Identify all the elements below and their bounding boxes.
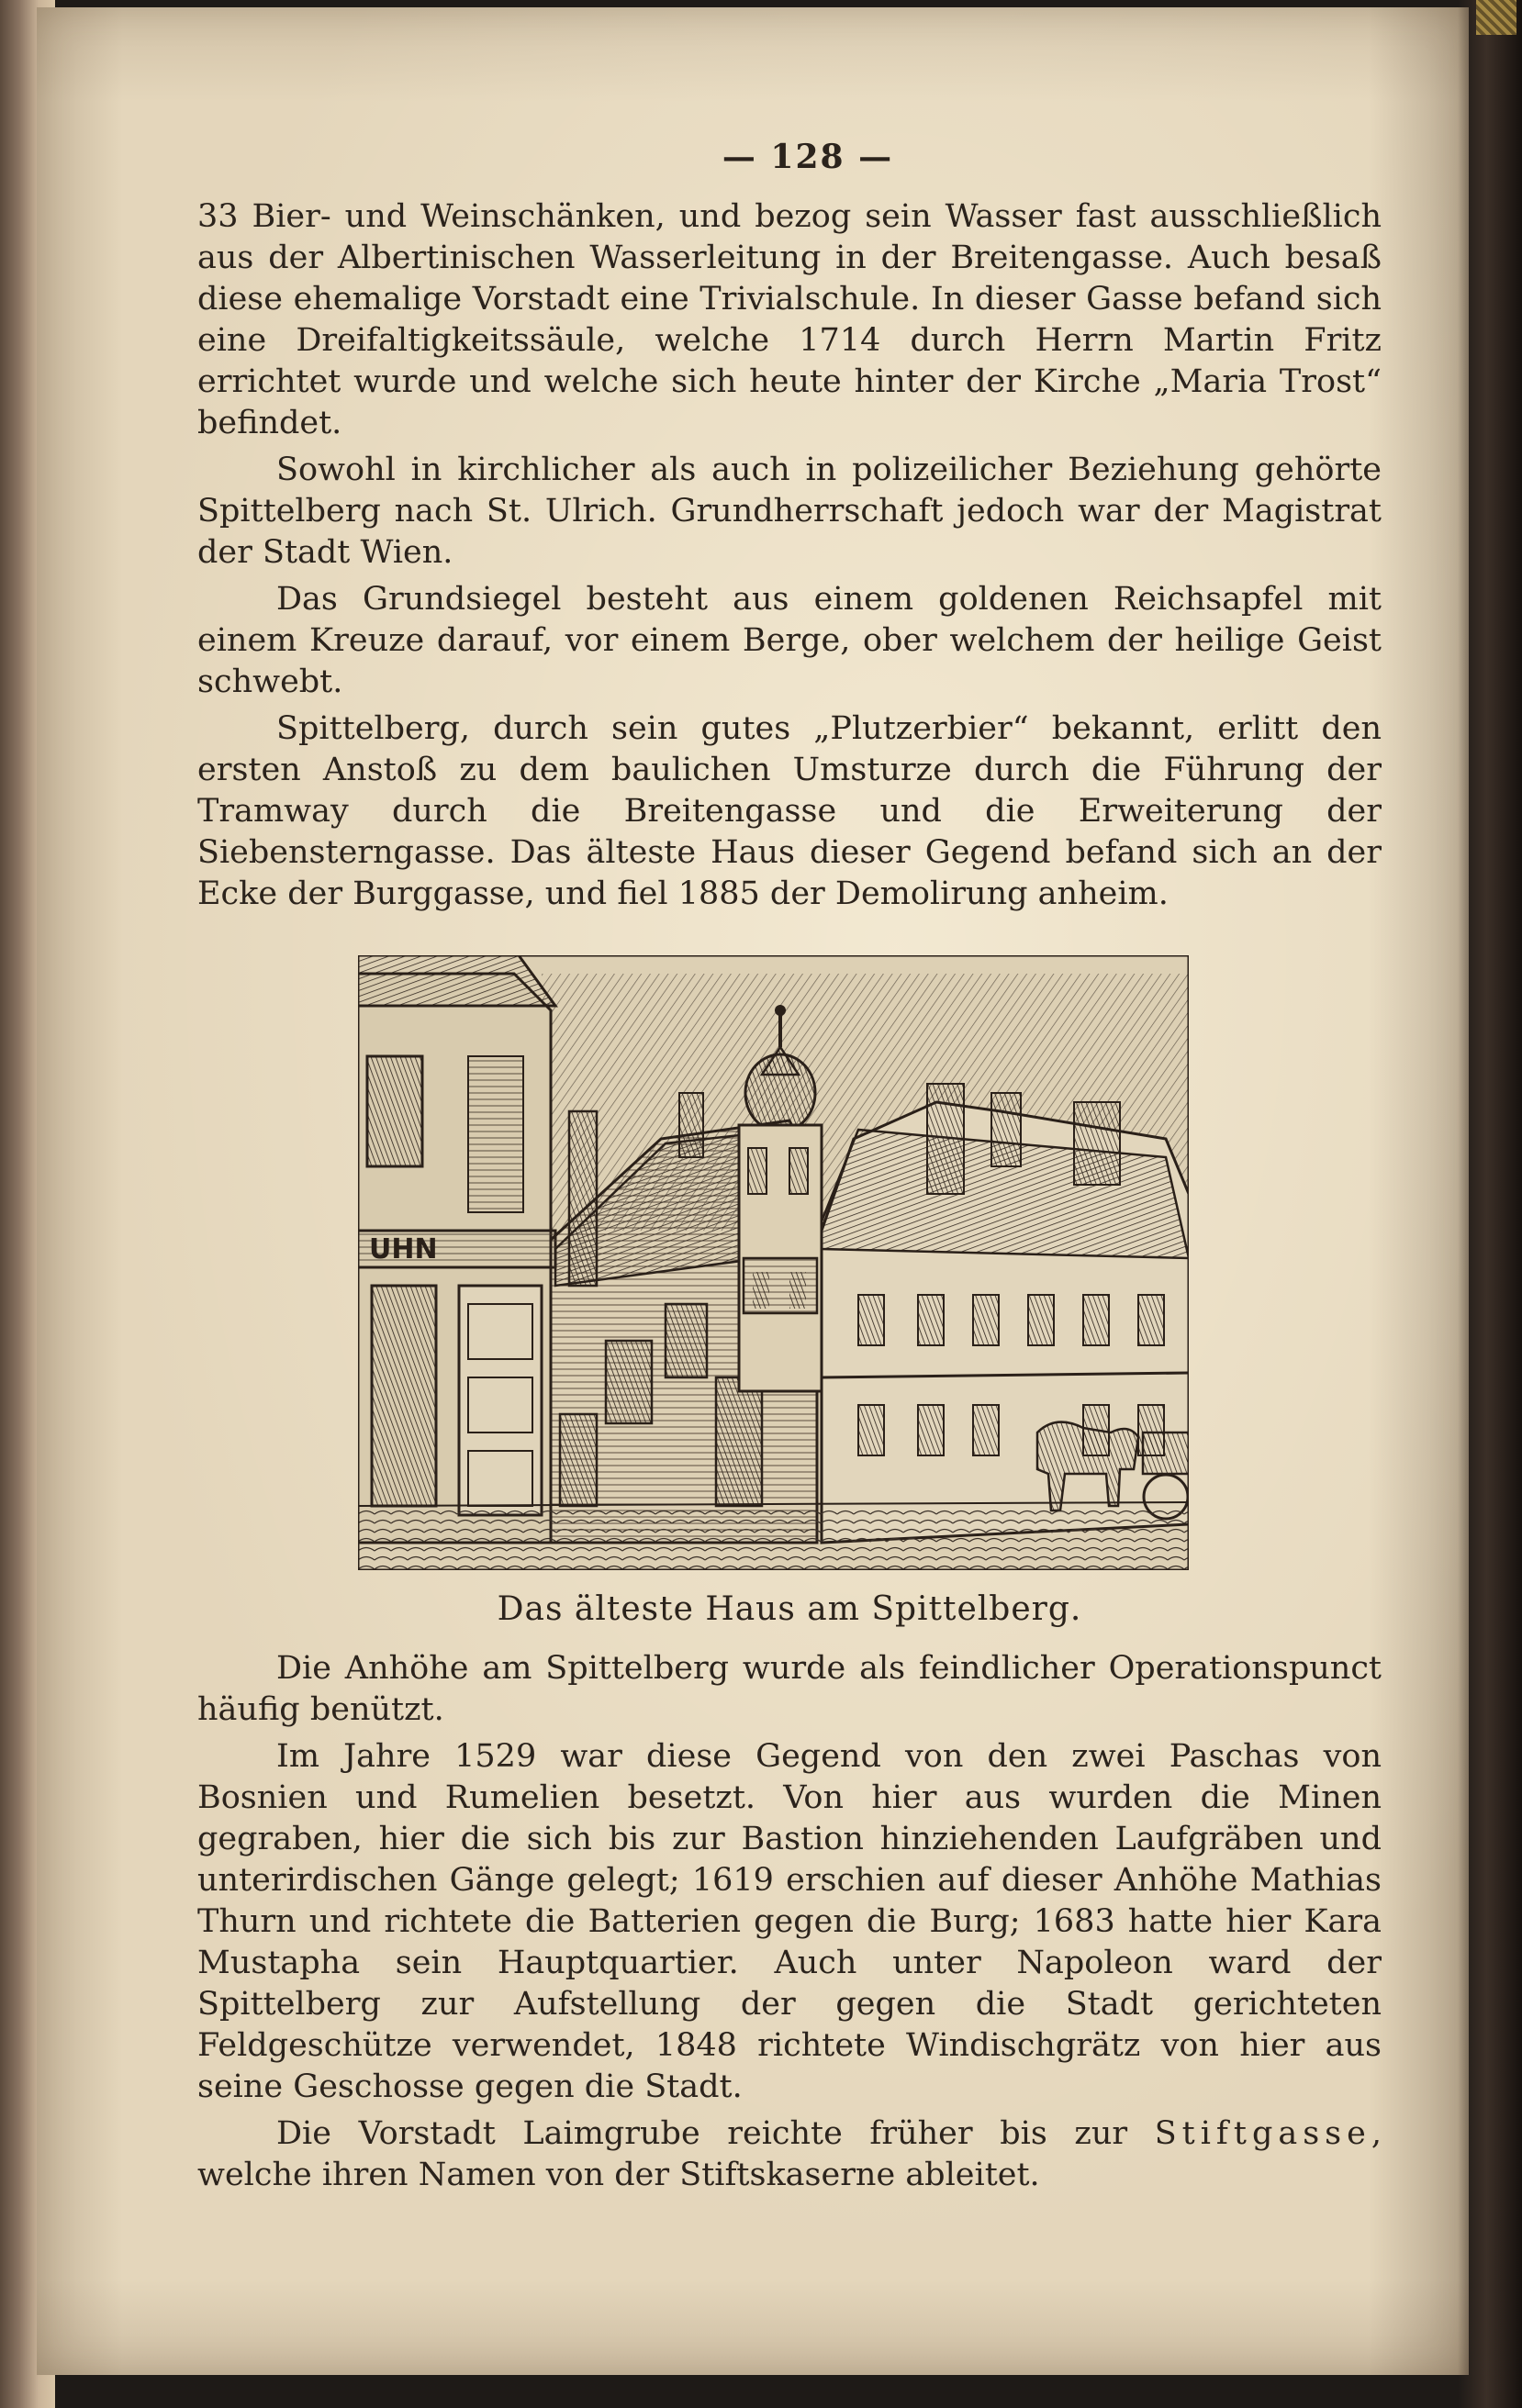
paragraph: Spittelberg, durch sein gutes „Plutzerbier“ bekannt, erlitt den ersten Anstoß zu dem baulichen Umsturze durch die Führung der Tramway durch die Breitengasse und die Erweiterung der Siebensterngasse. Das älteste Haus dieser Gegend befand sich an der Ecke der Burggasse, und fiel 1885 der Demolirung anheim. bbox=[197, 710, 1382, 912]
page-number: — 128 — bbox=[722, 138, 894, 176]
shop-sign-text: UHN bbox=[369, 1233, 438, 1265]
paragraph: Das Grundsiegel besteht aus einem goldenen Reichsapfel mit einem Kreuze darauf, vor einem Berge, ober welchem der heilige Geist schwebt. bbox=[197, 581, 1382, 700]
bookmark-thread bbox=[1476, 0, 1516, 35]
paragraph: 33 Bier- und Weinschänken, und bezog sein Wasser fast ausschließlich aus der Albertinischen Wasserleitung in der Breitengasse. Auch besaß diese ehemalige Vorstadt eine Trivialschule. In dieser Gasse befand sich eine Dreifaltigkeitssäule, welche 1714 durch Herrn Martin Fritz errichtet wurde und welche sich heute hinter der Kirche „Maria Trost“ befindet. bbox=[197, 198, 1382, 441]
paragraph: Sowohl in kirchlicher als auch in polizeilicher Beziehung gehörte Spittelberg nach St. Ulrich. Grundherrschaft jedoch war der Magistrat der Stadt Wien. bbox=[197, 452, 1382, 571]
book-spine-shadow bbox=[1458, 0, 1522, 2408]
right-building bbox=[822, 1084, 1189, 1543]
left-building bbox=[358, 955, 555, 1543]
engraving-old-house-illustration bbox=[358, 955, 1189, 1570]
paragraph: Die Anhöhe am Spittelberg wurde als feindlicher Operationspunct häufig benützt. bbox=[197, 1650, 1382, 1728]
figure-caption: Das älteste Haus am Spittelberg. bbox=[497, 1590, 1082, 1628]
paragraph-last bbox=[197, 2113, 1382, 2196]
text-fragment: , welche ihren Namen von der Stiftskaserne ableitet. bbox=[197, 2115, 1382, 2193]
figure bbox=[197, 955, 1382, 1628]
text-fragment: Die Vorstadt Laimgrube reichte früher bis zur bbox=[276, 2115, 1155, 2152]
page-content bbox=[197, 138, 1382, 2202]
paragraph: Im Jahre 1529 war diese Gegend von den zwei Paschas von Bosnien und Rumelien besetzt. Von hier aus wurden die Minen gegraben, hier die sich bis zur Bastion hinziehenden Laufgräben und unterirdischen Gänge gelegt; 1619 erschien auf dieser Anhöhe Mathias Thurn und richtete die Batterien gegen die Burg; 1683 hatte hier Kara Mustapha sein Hauptquartier. Auch unter Napoleon ward der Spittelberg zur Aufstellung der gegen die Stadt gerichteten Feldgeschütze verwendet, 1848 richtete Windischgrätz von hier aus seine Geschosse gegen die Stadt. bbox=[197, 1738, 1382, 2105]
spaced-street-name: Stiftgasse bbox=[1154, 2115, 1371, 2152]
